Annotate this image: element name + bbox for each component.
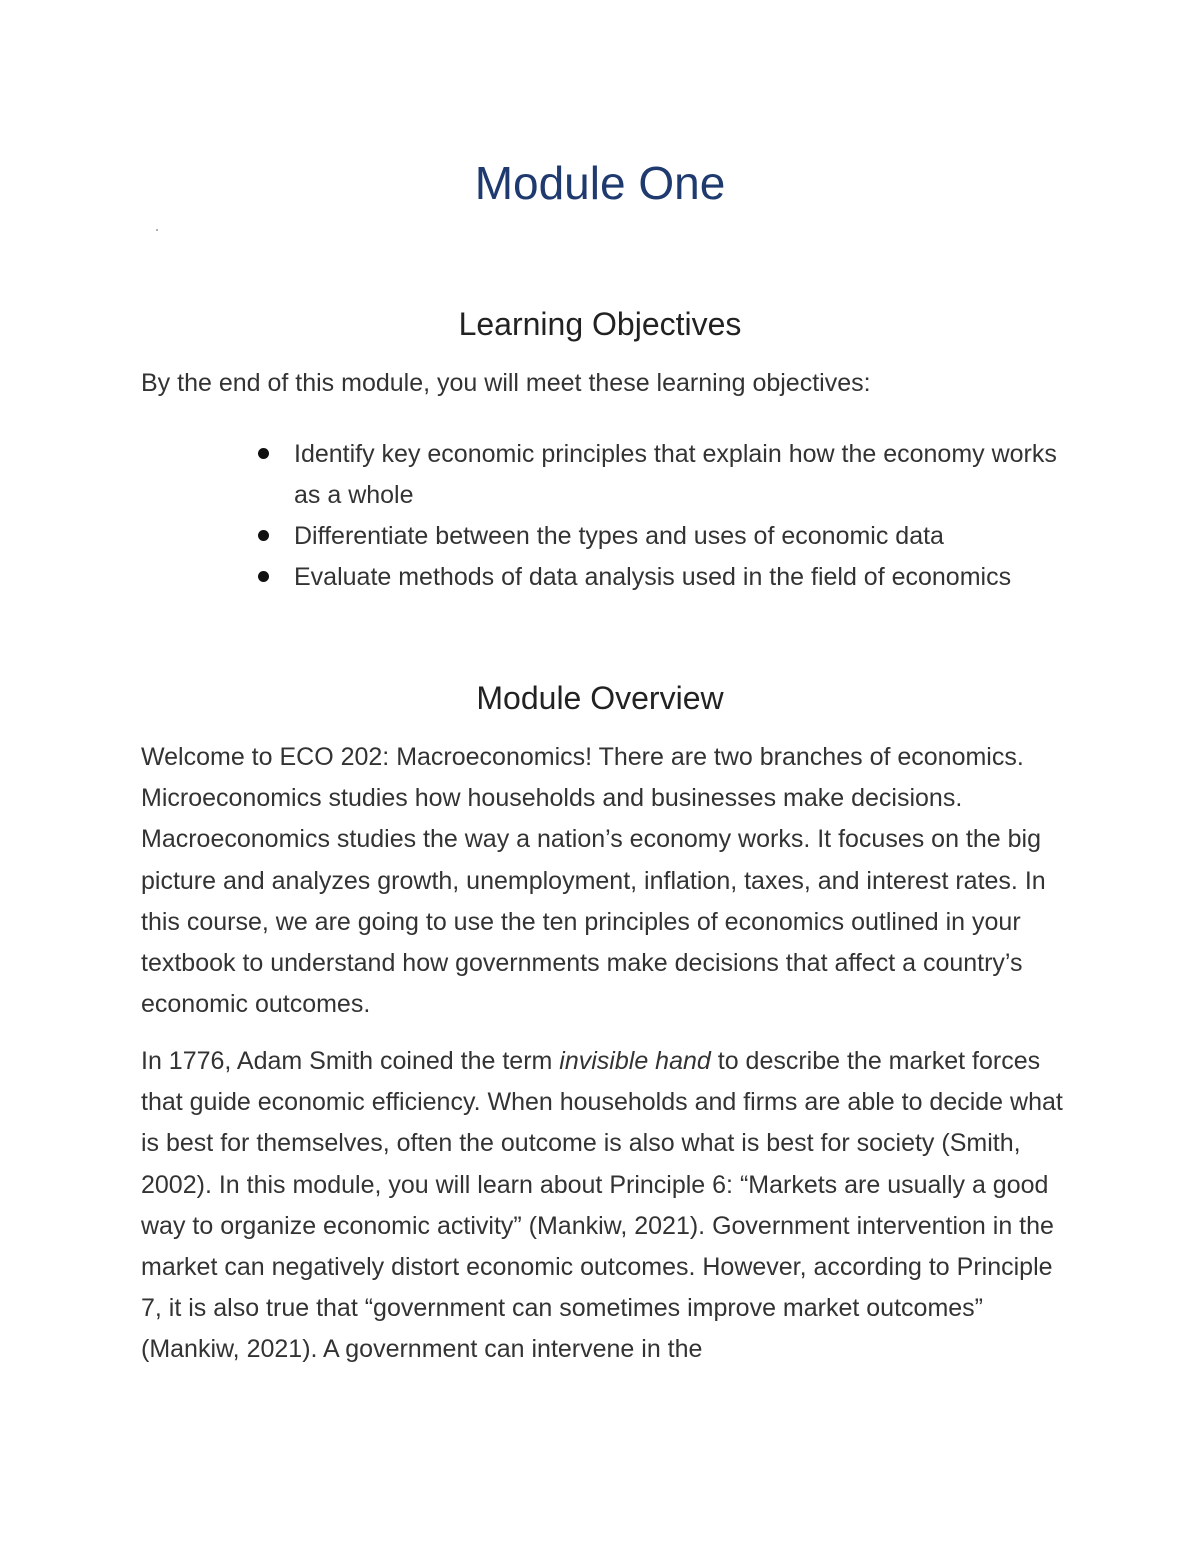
- objective-text: Evaluate methods of data analysis used in the field of economics: [294, 563, 1012, 591]
- overview-paragraph-1: Welcome to ECO 202: Macroeconomics! There are two branches of economics. Microeconomics studies how households and businesses make decisions. Macroeconomics studies the way a nation’s economy works. It focuses on the big picture and analyzes growth, unemployment, inflation, taxes, and interest rates. In this course, we are going to use the ten principles of economics outlined in your textbook to understand how governments make decisions that affect a country’s economic outcomes.: [141, 743, 1046, 1019]
- overview-paragraph-2: [141, 1041, 1071, 1371]
- learning-objectives-heading: Learning Objectives: [458, 306, 742, 342]
- list-item: [254, 434, 1074, 516]
- bullet-icon: [258, 448, 269, 459]
- bullet-icon: [258, 530, 269, 541]
- bullet-icon: [258, 571, 269, 582]
- objective-text: Identify key economic principles that explain how the economy works as a whole: [294, 440, 1057, 509]
- invisible-hand-term: invisible hand: [559, 1047, 711, 1075]
- paragraph-2-text-start: In 1776, Adam Smith coined the term: [141, 1047, 560, 1075]
- objectives-intro: By the end of this module, you will meet these learning objectives:: [141, 369, 871, 397]
- objective-text: Differentiate between the types and uses of economic data: [294, 522, 944, 550]
- objectives-list: [254, 434, 1074, 598]
- stray-mark: [156, 229, 158, 231]
- list-item: [254, 516, 1074, 557]
- paragraph-2-text-rest: to describe the market forces that guide economic efficiency. When households and firms are able to decide what is best for themselves, often the outcome is also what is best for society (Smith, 2002). In this module, you will learn about Principle 6: “Markets are usually a good way to organize economic activity” (Mankiw, 2021). Government intervention in the market can negatively distort economic outcomes. However, according to Principle 7, it is also true that “government can sometimes improve market outcomes” (Mankiw, 2021). A government can intervene in the: [141, 1047, 1063, 1364]
- document-title: Module One: [474, 157, 726, 209]
- list-item: [254, 557, 1074, 598]
- module-overview-heading: Module Overview: [476, 680, 724, 716]
